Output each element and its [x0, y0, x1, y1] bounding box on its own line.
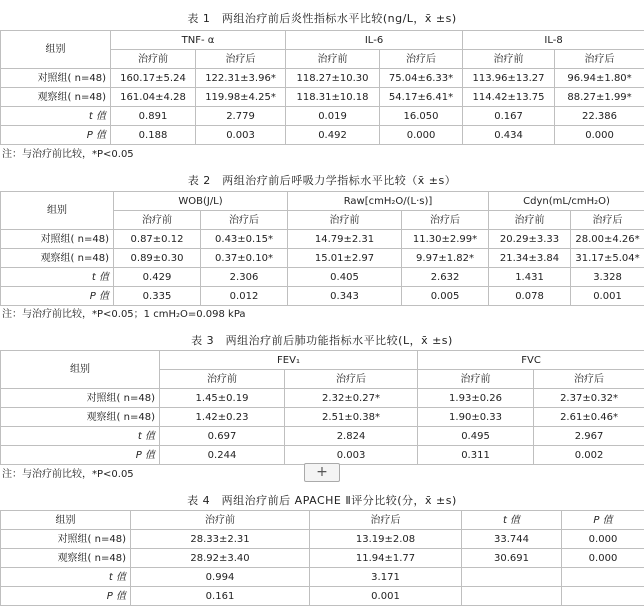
col-header: FEV₁	[160, 351, 418, 370]
cell	[462, 568, 562, 587]
table4	[0, 510, 644, 606]
col-header: IL-6	[286, 31, 463, 50]
table1-caption: 表 1 两组治疗前后炎性指标水平比较(ng/L，x̄ ±s)	[0, 10, 644, 26]
table-row	[1, 568, 644, 587]
cell: 28.00±4.26*	[571, 230, 644, 249]
cell: 113.96±13.27	[463, 69, 555, 88]
col-header: 组别	[1, 511, 131, 530]
cell: 0.012	[201, 287, 288, 306]
col-header: IL-8	[463, 31, 644, 50]
cell: 13.19±2.08	[310, 530, 462, 549]
sub-header: 治疗前	[489, 211, 571, 230]
cell: 0.003	[196, 126, 286, 145]
cell: 0.405	[288, 268, 402, 287]
group-header: 组别	[1, 192, 114, 230]
cell: 0.89±0.30	[114, 249, 201, 268]
sub-header: 治疗前	[286, 50, 380, 69]
cell: 0.005	[402, 287, 489, 306]
cell: 0.495	[418, 427, 534, 446]
cell: 9.97±1.82*	[402, 249, 489, 268]
sub-header: 治疗后	[285, 370, 418, 389]
table-row	[1, 268, 644, 287]
cell: 0.188	[111, 126, 196, 145]
table-row	[1, 69, 644, 88]
cell: 114.42±13.75	[463, 88, 555, 107]
sub-header: 治疗后	[196, 50, 286, 69]
col-header: Cdyn(mL/cmH₂O)	[489, 192, 644, 211]
cell: 2.632	[402, 268, 489, 287]
cell: 2.37±0.32*	[534, 389, 644, 408]
cell: 2.824	[285, 427, 418, 446]
table-row	[1, 107, 644, 126]
cell: 2.61±0.46*	[534, 408, 644, 427]
cell: 16.050	[380, 107, 463, 126]
row-label: t 值	[1, 268, 114, 287]
cell: 0.335	[114, 287, 201, 306]
group-header: 组别	[1, 31, 111, 69]
sub-header: 治疗后	[555, 50, 644, 69]
cell: 0.161	[131, 587, 310, 606]
cell: 11.30±2.99*	[402, 230, 489, 249]
sub-header: 治疗前	[463, 50, 555, 69]
cell: 161.04±4.28	[111, 88, 196, 107]
cell: 2.306	[201, 268, 288, 287]
cell: 96.94±1.80*	[555, 69, 644, 88]
cell: 75.04±6.33*	[380, 69, 463, 88]
table3-caption: 表 3 两组治疗前后肺功能指标水平比较(L，x̄ ±s)	[0, 332, 644, 348]
table3	[0, 350, 644, 465]
cell: 14.79±2.31	[288, 230, 402, 249]
cell: 0.001	[571, 287, 644, 306]
sub-header: 治疗前	[114, 211, 201, 230]
sub-header: 治疗后	[402, 211, 489, 230]
cell	[562, 568, 644, 587]
row-label: 观察组( n=48)	[1, 549, 131, 568]
cell: 0.167	[463, 107, 555, 126]
row-label: 观察组( n=48)	[1, 408, 160, 427]
cell: 1.93±0.26	[418, 389, 534, 408]
row-label: P 值	[1, 287, 114, 306]
table2-caption: 表 2 两组治疗前后呼吸力学指标水平比较（x̄ ±s）	[0, 172, 644, 188]
cell: 0.492	[286, 126, 380, 145]
cell: 0.343	[288, 287, 402, 306]
cell: 0.003	[285, 446, 418, 465]
cell: 0.994	[131, 568, 310, 587]
cell: 0.87±0.12	[114, 230, 201, 249]
cell: 1.42±0.23	[160, 408, 285, 427]
cell: 54.17±6.41*	[380, 88, 463, 107]
row-label: 对照组( n=48)	[1, 230, 114, 249]
row-label: 对照组( n=48)	[1, 389, 160, 408]
cell: 33.744	[462, 530, 562, 549]
cell: 3.171	[310, 568, 462, 587]
col-header: WOB(J/L)	[114, 192, 288, 211]
cell: 0.697	[160, 427, 285, 446]
table3-note: 注：与治疗前比较，*P<0.05	[2, 465, 134, 480]
row-label: P 值	[1, 446, 160, 465]
row-label: 观察组( n=48)	[1, 249, 114, 268]
table-row	[1, 587, 644, 606]
table-row	[1, 549, 644, 568]
table1-note: 注：与治疗前比较，*P<0.05	[2, 145, 134, 160]
sub-header: 治疗前	[111, 50, 196, 69]
table-row	[1, 287, 644, 306]
cell: 0.078	[489, 287, 571, 306]
row-label: t 值	[1, 107, 111, 126]
cell: 1.431	[489, 268, 571, 287]
row-label: 对照组( n=48)	[1, 530, 131, 549]
table2-note: 注：与治疗前比较，*P<0.05；1 cmH₂O=0.098 kPa	[2, 305, 246, 320]
col-header: Raw[cmH₂O/(L·s)]	[288, 192, 489, 211]
table1	[0, 30, 644, 145]
col-header: TNF- α	[111, 31, 286, 50]
cell: 0.019	[286, 107, 380, 126]
sub-header: 治疗前	[418, 370, 534, 389]
cell: 28.92±3.40	[131, 549, 310, 568]
row-label: P 值	[1, 587, 131, 606]
cell: 118.31±10.18	[286, 88, 380, 107]
cell: 0.000	[555, 126, 644, 145]
group-header: 组别	[1, 351, 160, 389]
cell: 88.27±1.99*	[555, 88, 644, 107]
cell: 2.779	[196, 107, 286, 126]
table4-caption: 表 4 两组治疗前后 APACHE Ⅱ评分比较(分，x̄ ±s)	[0, 492, 644, 508]
cell	[462, 587, 562, 606]
cell: 0.429	[114, 268, 201, 287]
cell: 0.000	[562, 530, 644, 549]
cell: 0.311	[418, 446, 534, 465]
cell: 30.691	[462, 549, 562, 568]
table-row	[1, 249, 644, 268]
cell: 1.45±0.19	[160, 389, 285, 408]
cell: 0.43±0.15*	[201, 230, 288, 249]
col-header: FVC	[418, 351, 644, 370]
row-label: t 值	[1, 568, 131, 587]
row-label: t 值	[1, 427, 160, 446]
cell: 22.386	[555, 107, 644, 126]
table-row	[1, 230, 644, 249]
col-header: P 值	[562, 511, 644, 530]
table-row	[1, 126, 644, 145]
sub-header: 治疗后	[571, 211, 644, 230]
cell: 0.434	[463, 126, 555, 145]
cell: 3.328	[571, 268, 644, 287]
cell: 118.27±10.30	[286, 69, 380, 88]
col-header: t 值	[462, 511, 562, 530]
sub-header: 治疗前	[288, 211, 402, 230]
sub-header: 治疗后	[534, 370, 644, 389]
cell: 122.31±3.96*	[196, 69, 286, 88]
cell: 0.244	[160, 446, 285, 465]
cell: 1.90±0.33	[418, 408, 534, 427]
col-header: 治疗前	[131, 511, 310, 530]
col-header: 治疗后	[310, 511, 462, 530]
cell: 160.17±5.24	[111, 69, 196, 88]
cell: 119.98±4.25*	[196, 88, 286, 107]
cell	[562, 587, 644, 606]
cell: 0.37±0.10*	[201, 249, 288, 268]
cell: 0.000	[380, 126, 463, 145]
cell: 0.000	[562, 549, 644, 568]
cell: 2.32±0.27*	[285, 389, 418, 408]
cell: 21.34±3.84	[489, 249, 571, 268]
row-label: P 值	[1, 126, 111, 145]
table-row	[1, 446, 644, 465]
table-row	[1, 389, 644, 408]
cell: 0.002	[534, 446, 644, 465]
cell: 20.29±3.33	[489, 230, 571, 249]
row-label: 观察组( n=48)	[1, 88, 111, 107]
expand-button[interactable]: +	[304, 463, 340, 482]
row-label: 对照组( n=48)	[1, 69, 111, 88]
cell: 2.51±0.38*	[285, 408, 418, 427]
sub-header: 治疗前	[160, 370, 285, 389]
table-row	[1, 530, 644, 549]
table-row	[1, 88, 644, 107]
cell: 0.891	[111, 107, 196, 126]
cell: 11.94±1.77	[310, 549, 462, 568]
cell: 28.33±2.31	[131, 530, 310, 549]
cell: 31.17±5.04*	[571, 249, 644, 268]
cell: 15.01±2.97	[288, 249, 402, 268]
sub-header: 治疗后	[201, 211, 288, 230]
table2	[0, 191, 644, 306]
cell: 2.967	[534, 427, 644, 446]
table-row	[1, 408, 644, 427]
sub-header: 治疗后	[380, 50, 463, 69]
cell: 0.001	[310, 587, 462, 606]
table-row	[1, 427, 644, 446]
